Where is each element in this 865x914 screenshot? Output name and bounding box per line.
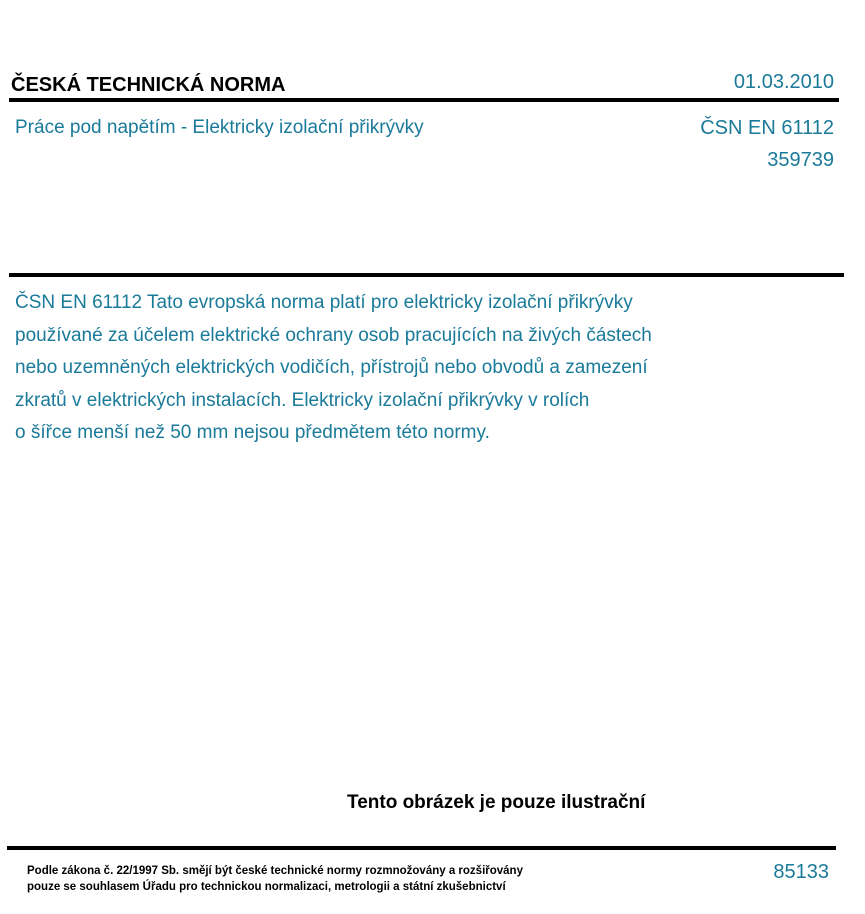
illustrative-notice: Tento obrázek je pouze ilustrační (347, 792, 646, 813)
abstract-text: ČSN EN 61112 Tato evropská norma platí pro elektricky izolační přikrývky používané za účelem elektrické ochrany osob pracujících na živých částech nebo uzemněných elektrických vodičích, přístrojů nebo obvodů a zamezení zkratů v elektrických instalacích. Elektricky izolační přikrývky v rolích o šířce menší než 50 mm nejsou předmětem této normy. (15, 292, 652, 443)
legal-notice-line-1: Podle zákona č. 22/1997 Sb. smějí být české technické normy rozmnožovány a rozšiřovány (27, 865, 523, 877)
legal-notice (27, 863, 523, 895)
standard-number: 359739 (767, 149, 834, 171)
middle-divider (9, 273, 844, 277)
standard-title: Práce pod napětím - Elektricky izolační přikrývky (15, 117, 424, 138)
publication-date: 01.03.2010 (733, 71, 834, 93)
document-id: 85133 (773, 861, 829, 883)
bottom-divider (7, 846, 836, 850)
top-divider (9, 98, 839, 102)
standard-code: ČSN EN 61112 (700, 117, 834, 139)
legal-notice-line-2: pouze se souhlasem Úřadu pro technickou normalizaci, metrologii a státní zkušebnictví (27, 881, 506, 893)
norm-heading: ČESKÁ TECHNICKÁ NORMA (11, 74, 286, 96)
